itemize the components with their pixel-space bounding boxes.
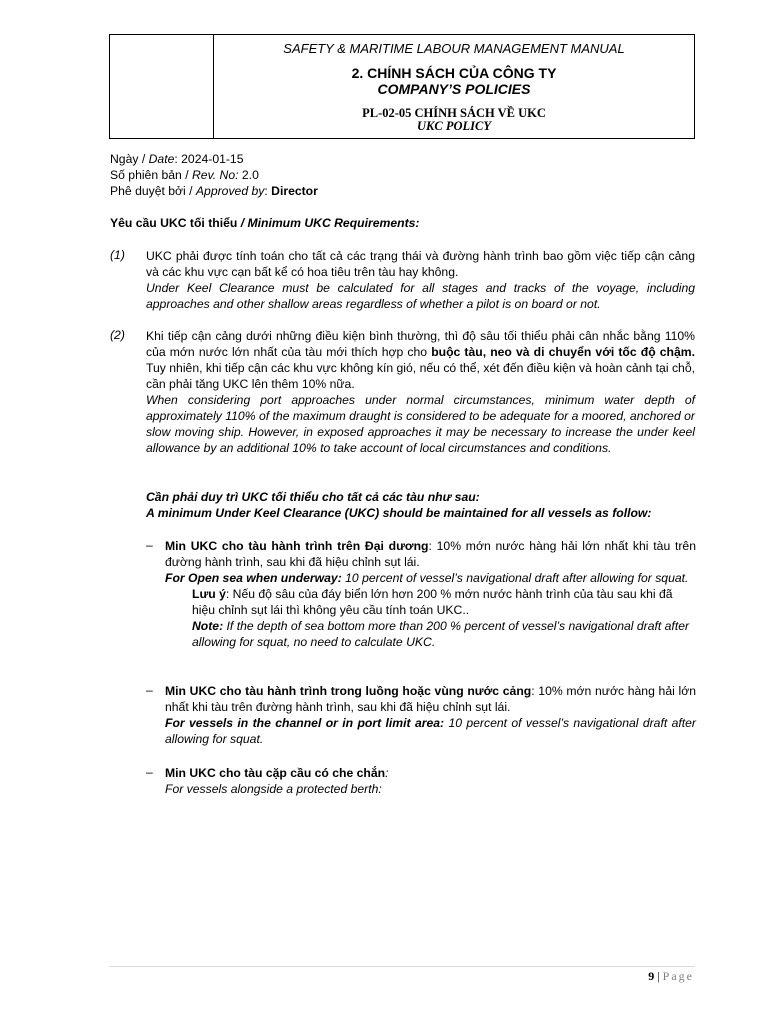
bullet-item <box>146 765 696 797</box>
item-number: (2) <box>110 328 125 342</box>
document-header <box>109 34 695 139</box>
policy-title-vi: PL-02-05 CHÍNH SÁCH VỀ UKC <box>362 106 546 120</box>
note-block <box>192 586 696 650</box>
requirement-item <box>110 248 695 312</box>
note-vi: Lưu ý: Nếu độ sâu của đáy biển lớn hơn 200 % mớn nước hành trình của tàu sau khi đã hiệu chỉnh sụt lái thì không yêu cầu tính toán UKC.. <box>192 587 673 617</box>
item-text-en: Under Keel Clearance must be calculated for all stages and tracks of the voyage, including approaches and other shallow areas regardless of whether a pilot is on board or not. <box>146 281 695 311</box>
date-line: Ngày / Date: 2024-01-15 <box>110 152 244 166</box>
maintain-heading: Cần phải duy trì UKC tối thiểu cho tất cả các tàu như sau: A minimum Under Keel Clearance (UKC) should be maintained for all vessels as follow: <box>146 490 652 520</box>
bullet-dash: – <box>146 683 153 697</box>
bullet-item <box>146 683 696 747</box>
item-number: (1) <box>110 248 125 262</box>
section-title-vi: 2. CHÍNH SÁCH CỦA CÔNG TY <box>351 65 557 81</box>
bullet-dash: – <box>146 765 153 779</box>
logo-cell <box>110 35 214 138</box>
approved-line: Phê duyệt bởi / Approved by: Director <box>110 184 318 198</box>
document-meta <box>110 151 318 199</box>
bullet-text-en: For vessels in the channel or in port limit area: 10 percent of vessel’s navigational draft after allowing for squat. <box>165 716 696 746</box>
bullet-text-vi: Min UKC cho tàu cặp cầu có che chắn: <box>165 766 389 780</box>
header-title-cell <box>214 35 694 133</box>
requirements-title: Yêu cầu UKC tối thiểu / Minimum UKC Requirements: <box>110 216 420 230</box>
revision-line: Số phiên bản / Rev. No: 2.0 <box>110 168 259 182</box>
footer-divider <box>109 966 695 967</box>
policy-title-en: UKC POLICY <box>417 119 491 133</box>
item-text-en: When considering port approaches under normal circumstances, minimum water depth of approximately 110% of the maximum draught is considered to be adequate for a moored, anchored or slow moving ship. However, in exposed approaches it may be necessary to increase the under keel allowance by an additional 10% to take account of local circumstances and conditions. <box>146 393 695 455</box>
requirement-item <box>110 328 695 456</box>
bullet-dash: – <box>146 538 153 552</box>
note-en: Note: If the depth of sea bottom more than 200 % percent of vessel’s navigational draft after allowing for squat, no need to calculate UKC. <box>192 619 690 649</box>
bullet-text-en: For vessels alongside a protected berth: <box>165 782 382 796</box>
manual-title: SAFETY & MARITIME LABOUR MANAGEMENT MANUAL <box>283 41 625 56</box>
bullet-text-vi: Min UKC cho tàu hành trình trong luồng hoặc vùng nước cảng: 10% mớn nước hàng hải lớn nhất khi tàu trên đường hành trình, sau khi đã hiệu chỉnh sụt lái. <box>165 684 696 714</box>
bullet-item <box>146 538 696 650</box>
bullet-text-en: For Open sea when underway: 10 percent of vessel’s navigational draft after allowing for squat. <box>165 571 689 585</box>
section-title-en: COMPANY’S POLICIES <box>377 81 531 97</box>
item-text-vi: UKC phải được tính toán cho tất cả các trạng thái và đường hành trình bao gồm việc tiếp cận cảng và các khu vực cạn bất kể có hoa tiêu trên tàu hay không. <box>146 249 695 279</box>
item-text-vi: Khi tiếp cận cảng dưới những điều kiện bình thường, thì độ sâu tối thiểu phải cân nhắc bằng 110% của mớn nước lớn nhất của tàu mới thích hợp cho buộc tàu, neo và di chuyển với tốc độ chậm. Tuy nhiên, khi tiếp cận các khu vực không kín gió, nếu có thể, xét đến điều kiện và hoàn cảnh tại chỗ, cần phải tăng UKC lên thêm 10% nữa. <box>146 329 695 391</box>
bullet-text-vi: Min UKC cho tàu hành trình trên Đại dương: 10% mớn nước hàng hải lớn nhất khi tàu trên đường hành trình, sau khi đã hiệu chỉnh sụt lái. <box>165 539 696 569</box>
page-number: 9 | Page <box>648 969 694 983</box>
